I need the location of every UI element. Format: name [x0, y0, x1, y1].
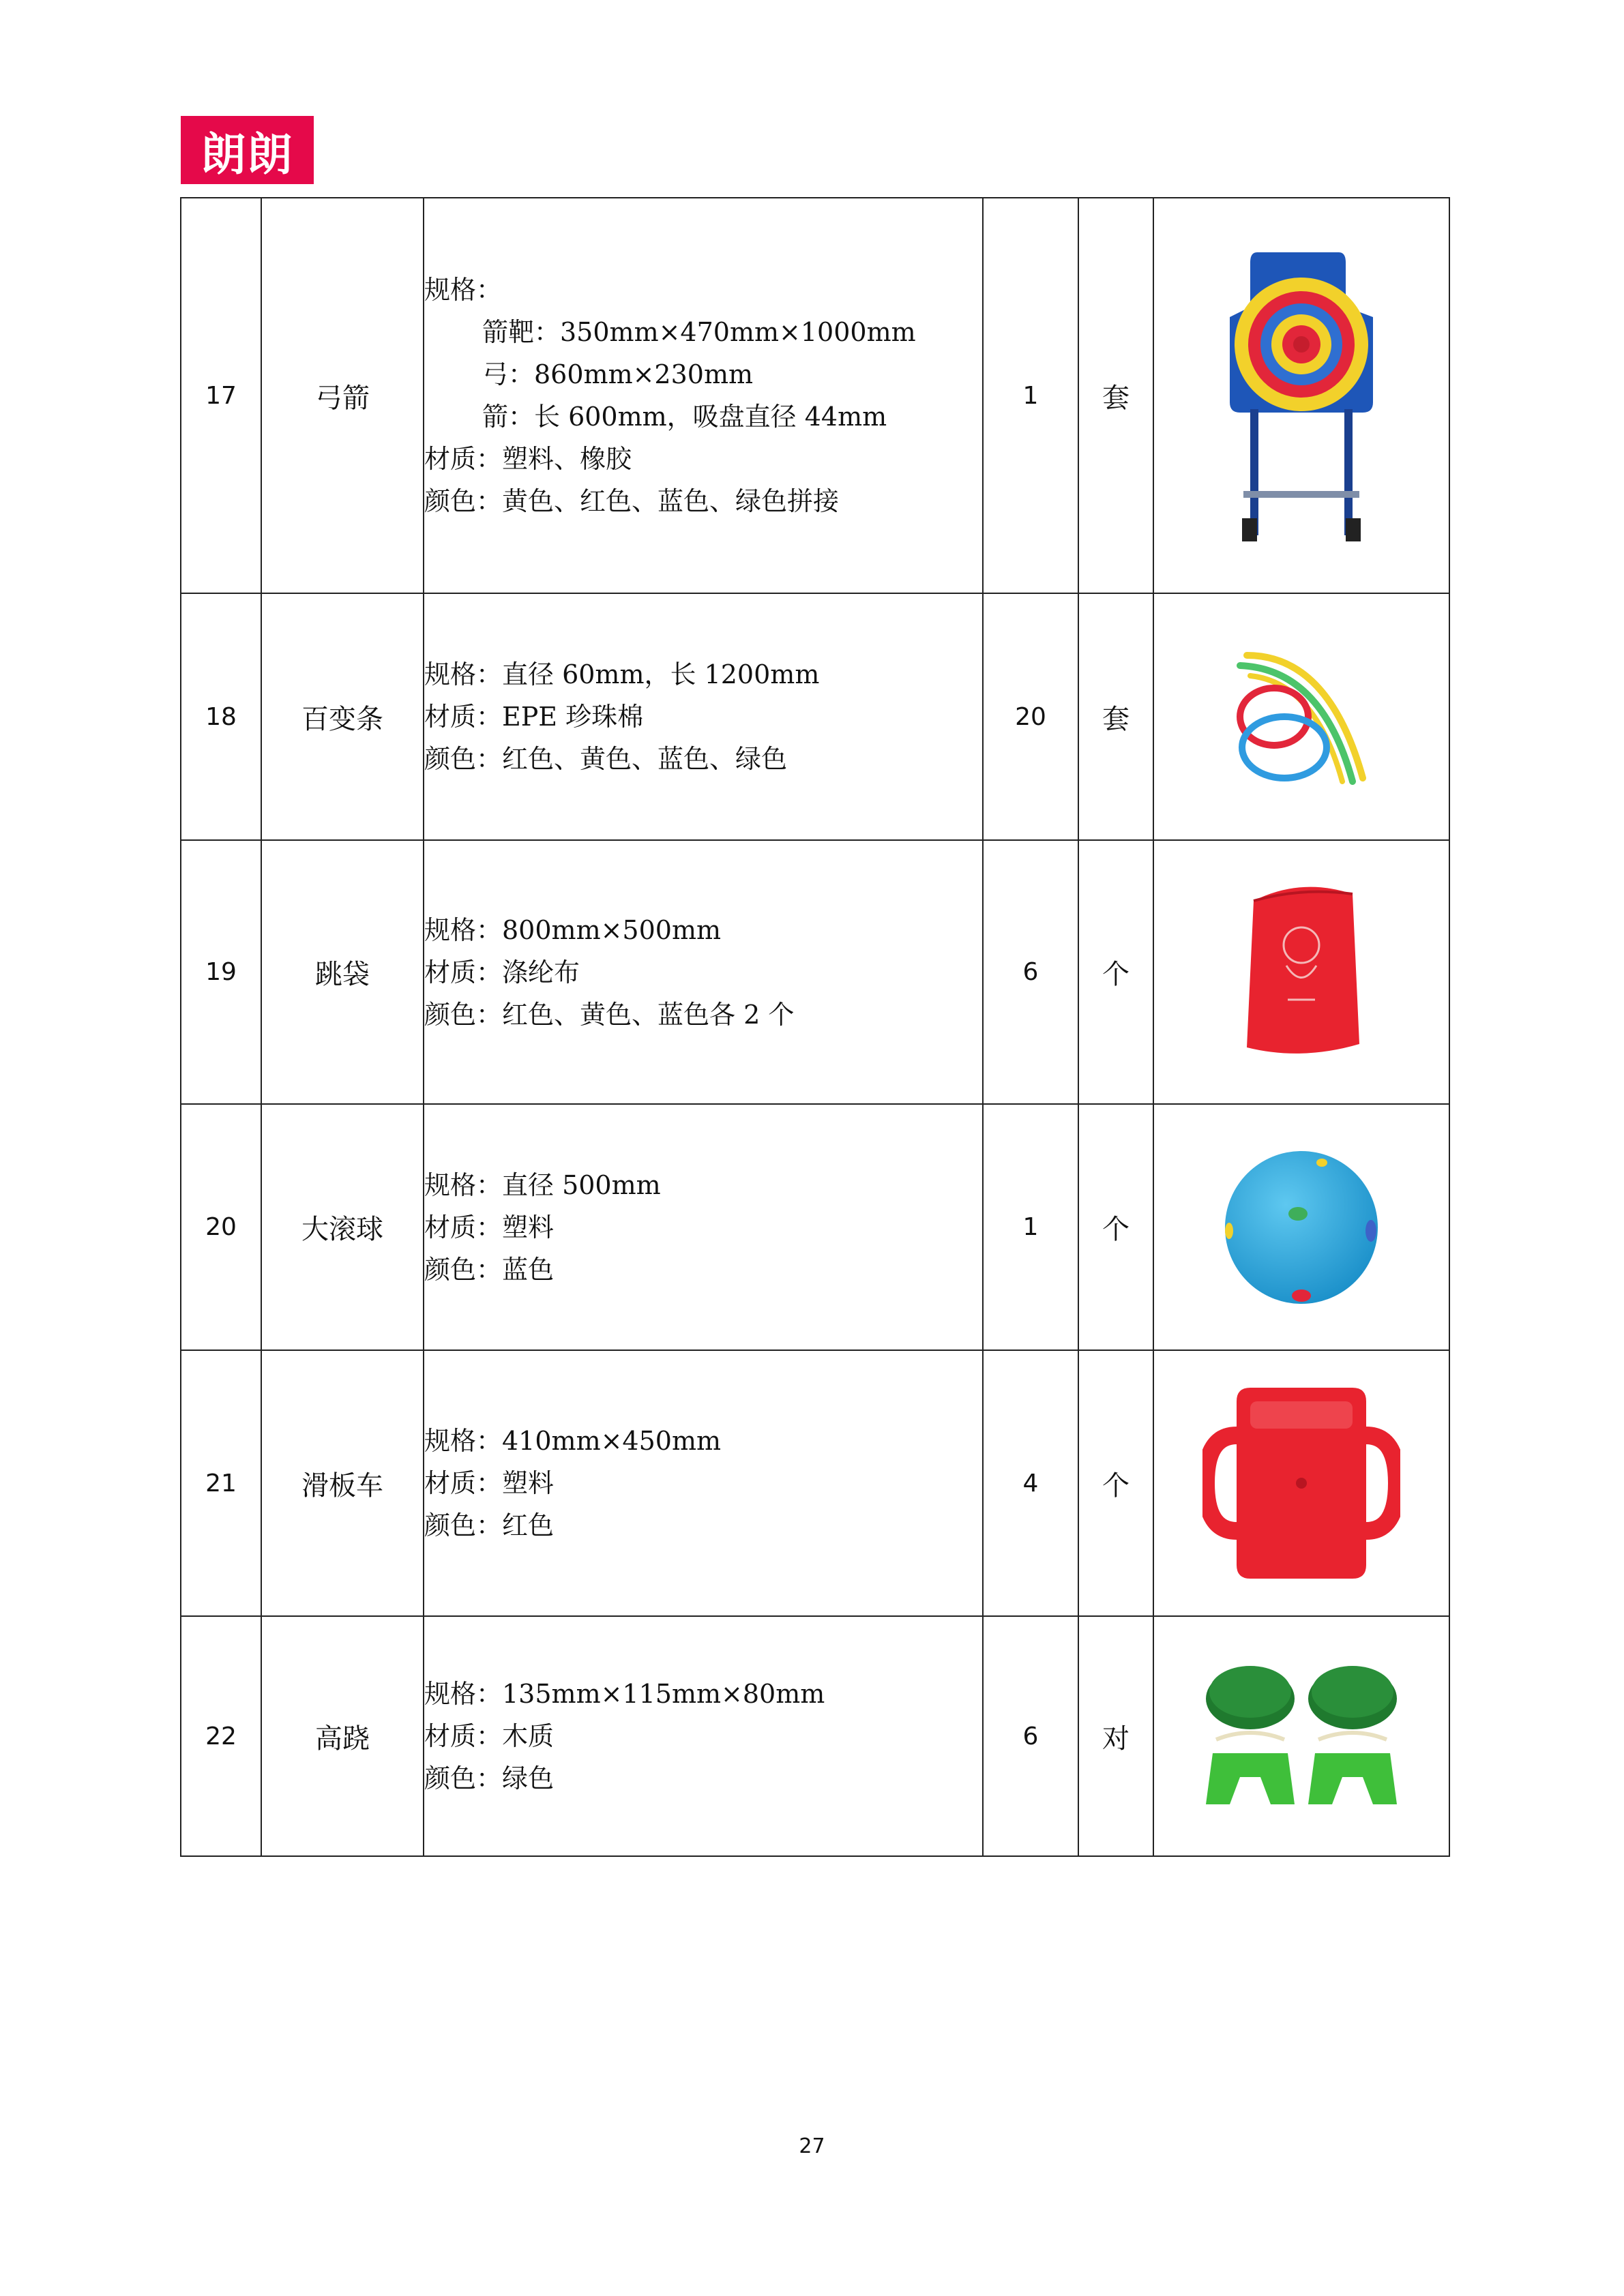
spec-material: 材质：木质 — [424, 1721, 555, 1751]
table-row — [181, 1350, 1449, 1616]
jump-sack-icon — [1233, 880, 1370, 1064]
row-number: 22 — [181, 1616, 261, 1856]
spec-color: 颜色：红色、黄色、蓝色各 2 个 — [424, 999, 795, 1030]
table-row — [181, 593, 1449, 840]
row-number: 20 — [181, 1104, 261, 1350]
unit: 套 — [1078, 198, 1153, 593]
spec-color: 颜色：红色 — [424, 1510, 555, 1540]
product-image-cell — [1153, 840, 1449, 1104]
stilts-icon — [1196, 1658, 1407, 1815]
spec-size: 规格：直径 60mm，长 1200mm — [424, 659, 820, 689]
unit: 个 — [1078, 1350, 1153, 1616]
table-row — [181, 1616, 1449, 1856]
product-image-cell — [1153, 593, 1449, 840]
unit: 个 — [1078, 840, 1153, 1104]
product-image-cell — [1153, 198, 1449, 593]
spec-material: 材质：塑料 — [424, 1212, 555, 1242]
row-number: 18 — [181, 593, 261, 840]
product-spec — [424, 840, 983, 1104]
spec-target: 箭靶：350mm×470mm×1000mm — [482, 317, 916, 347]
spec-bow: 弓：860mm×230mm — [482, 359, 754, 389]
unit: 套 — [1078, 593, 1153, 840]
spec-material: 材质：涤纶布 — [424, 957, 580, 987]
spec-size: 规格：410mm×450mm — [424, 1426, 722, 1456]
product-image-cell — [1153, 1104, 1449, 1350]
product-name: 高跷 — [261, 1616, 424, 1856]
row-number: 19 — [181, 840, 261, 1104]
scooter-board-icon — [1202, 1381, 1400, 1585]
table-row — [181, 198, 1449, 593]
spec-color: 颜色：红色、黄色、蓝色、绿色 — [424, 744, 788, 774]
spec-material: 材质：塑料 — [424, 1468, 555, 1498]
product-spec — [424, 593, 983, 840]
product-name: 滑板车 — [261, 1350, 424, 1616]
unit: 对 — [1078, 1616, 1153, 1856]
row-number: 21 — [181, 1350, 261, 1616]
quantity: 6 — [983, 840, 1078, 1104]
spec-size: 规格：直径 500mm — [424, 1169, 661, 1200]
quantity: 6 — [983, 1616, 1078, 1856]
quantity: 20 — [983, 593, 1078, 840]
archery-target-icon — [1223, 245, 1380, 546]
foam-noodle-icon — [1226, 642, 1376, 792]
big-ball-icon — [1220, 1142, 1383, 1313]
product-name: 大滚球 — [261, 1104, 424, 1350]
product-spec — [424, 1350, 983, 1616]
product-spec — [424, 1616, 983, 1856]
spec-size: 规格：135mm×115mm×80mm — [424, 1679, 825, 1709]
spec-material: 材质：塑料、橡胶 — [424, 444, 632, 474]
table-row — [181, 840, 1449, 1104]
spec-title: 规格： — [424, 275, 503, 305]
row-number: 17 — [181, 198, 261, 593]
unit: 个 — [1078, 1104, 1153, 1350]
page-number: 27 — [799, 2134, 825, 2158]
quantity: 4 — [983, 1350, 1078, 1616]
quantity: 1 — [983, 1104, 1078, 1350]
spec-material: 材质：EPE 珍珠棉 — [424, 702, 644, 732]
product-image-cell — [1153, 1616, 1449, 1856]
spec-arrow: 箭：长 600mm，吸盘直径 44mm — [482, 402, 887, 432]
table-row — [181, 1104, 1449, 1350]
quantity: 1 — [983, 198, 1078, 593]
product-spec — [424, 1104, 983, 1350]
product-spec — [424, 198, 983, 593]
spec-color: 颜色：黄色、红色、蓝色、绿色拼接 — [424, 486, 840, 516]
product-name: 跳袋 — [261, 840, 424, 1104]
spec-color: 颜色：蓝色 — [424, 1254, 555, 1285]
brand-logo: 朗朗 — [181, 116, 314, 184]
product-table — [180, 197, 1450, 1857]
spec-color: 颜色：绿色 — [424, 1763, 555, 1793]
spec-size: 规格：800mm×500mm — [424, 914, 722, 945]
product-image-cell — [1153, 1350, 1449, 1616]
product-name: 百变条 — [261, 593, 424, 840]
product-name: 弓箭 — [261, 198, 424, 593]
